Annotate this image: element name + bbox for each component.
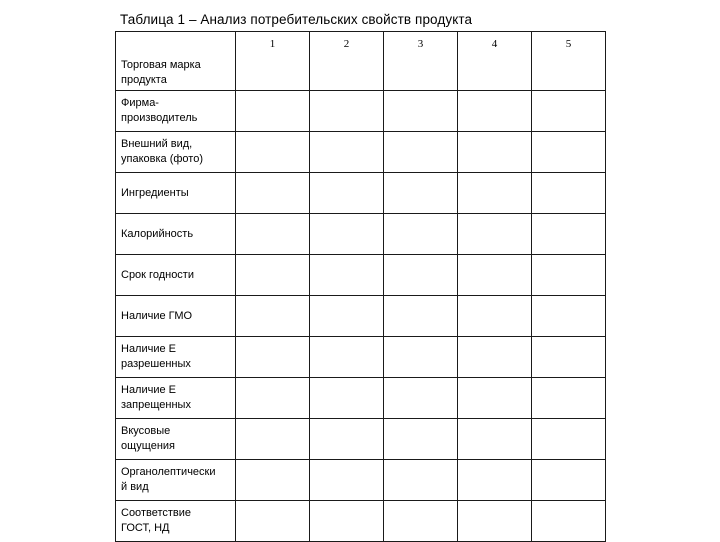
table-cell[interactable] [310,460,384,501]
table-cell[interactable] [532,296,606,337]
row-label: Торговая марка продукта [116,32,236,91]
table-cell[interactable] [236,378,310,419]
table-cell[interactable] [384,337,458,378]
row-label: Калорийность [116,214,236,255]
table-row [116,214,606,255]
table-cell[interactable] [458,296,532,337]
table-cell[interactable] [236,501,310,542]
table-cell[interactable] [458,337,532,378]
table-cell[interactable] [310,501,384,542]
table-cell[interactable] [236,132,310,173]
table-cell[interactable] [310,91,384,132]
table-cell[interactable] [236,337,310,378]
table-cell[interactable] [458,419,532,460]
table-cell[interactable] [236,460,310,501]
table-cell[interactable] [310,173,384,214]
table-cell[interactable] [532,378,606,419]
table-cell[interactable] [310,296,384,337]
table-cell[interactable] [532,255,606,296]
table-cell[interactable] [532,91,606,132]
table-cell[interactable] [236,173,310,214]
column-header: 4 [458,32,532,91]
table-row [116,32,606,91]
table-cell[interactable] [532,419,606,460]
table-cell[interactable] [532,337,606,378]
table-cell[interactable] [532,132,606,173]
table-row [116,337,606,378]
table-cell[interactable] [310,337,384,378]
table-row [116,501,606,542]
row-label: Органолептически й вид [116,460,236,501]
row-label: Соответствие ГОСТ, НД [116,501,236,542]
table-cell[interactable] [310,214,384,255]
column-header: 2 [310,32,384,91]
table-row [116,296,606,337]
table-row [116,132,606,173]
table-cell[interactable] [458,132,532,173]
table-row [116,91,606,132]
table-row [116,460,606,501]
table-cell[interactable] [384,255,458,296]
table-cell[interactable] [384,173,458,214]
row-label: Срок годности [116,255,236,296]
table-cell[interactable] [310,255,384,296]
row-label: Вкусовые ощущения [116,419,236,460]
row-label: Фирма- производитель [116,91,236,132]
row-label: Наличие Е запрещенных [116,378,236,419]
table-cell[interactable] [384,91,458,132]
table-cell[interactable] [384,214,458,255]
table-cell[interactable] [532,501,606,542]
table-cell[interactable] [310,378,384,419]
table-cell[interactable] [236,214,310,255]
table-row [116,255,606,296]
table-cell[interactable] [458,460,532,501]
table-cell[interactable] [532,460,606,501]
row-label: Наличие Е разрешенных [116,337,236,378]
table-row [116,173,606,214]
table-cell[interactable] [384,378,458,419]
table-cell[interactable] [458,255,532,296]
column-header: 1 [236,32,310,91]
table-row [116,378,606,419]
table-row [116,419,606,460]
table-cell[interactable] [384,132,458,173]
table-cell[interactable] [458,91,532,132]
column-header: 3 [384,32,458,91]
table-cell[interactable] [458,378,532,419]
table-cell[interactable] [532,214,606,255]
table-title: Таблица 1 – Анализ потребительских свойств продукта [120,12,473,27]
table-cell[interactable] [532,173,606,214]
table-cell[interactable] [310,419,384,460]
table-cell[interactable] [458,173,532,214]
table-cell[interactable] [384,460,458,501]
consumer-properties-table [115,31,606,542]
table-cell[interactable] [458,214,532,255]
row-label: Внешний вид, упаковка (фото) [116,132,236,173]
table-cell[interactable] [236,296,310,337]
table-cell[interactable] [236,91,310,132]
row-label: Наличие ГМО [116,296,236,337]
table-cell[interactable] [384,296,458,337]
table-cell[interactable] [458,501,532,542]
row-label: Ингредиенты [116,173,236,214]
table-cell[interactable] [384,501,458,542]
table-cell[interactable] [236,419,310,460]
table-cell[interactable] [384,419,458,460]
table-cell[interactable] [236,255,310,296]
column-header: 5 [532,32,606,91]
table-cell[interactable] [310,132,384,173]
